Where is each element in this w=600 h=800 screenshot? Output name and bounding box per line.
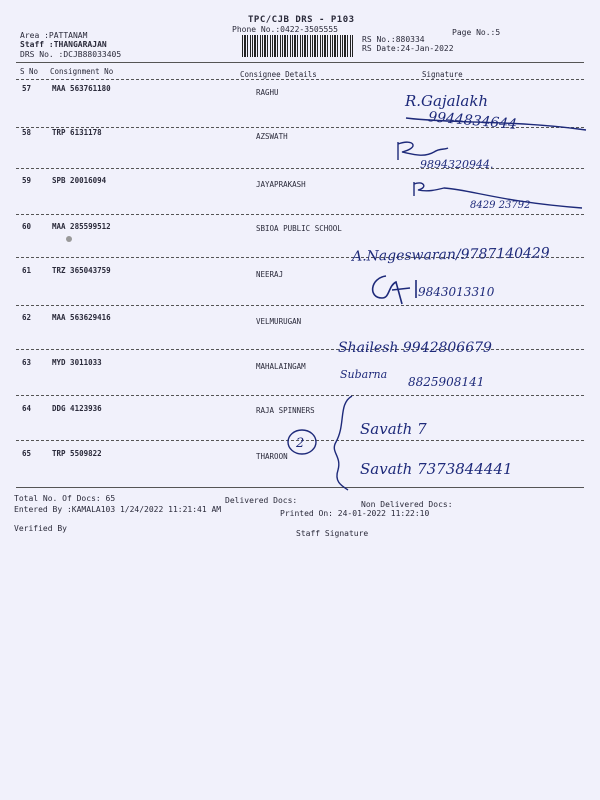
signature-brace [282, 394, 283, 395]
col-consignee: Consignee Details [240, 70, 317, 79]
col-consignment: Consignment No [50, 67, 114, 76]
row-divider [16, 349, 584, 350]
row-sno: 60 [22, 222, 32, 231]
row-sno: 64 [22, 404, 32, 413]
row-consignment: MAA 563761180 [52, 84, 111, 93]
row-consignee: MAHALAINGAM [256, 362, 306, 371]
row-consignment: MAA 563629416 [52, 313, 111, 322]
signature-59-phone: 8429 23792 [470, 200, 531, 211]
row-sno: 61 [22, 266, 32, 275]
circle-mark: 2 [296, 436, 305, 451]
row-consignee: SBIOA PUBLIC SCHOOL [256, 224, 342, 233]
staff-prefix: Staff : [20, 40, 54, 49]
verified-by: Verified By [14, 524, 67, 533]
page-number: Page No.:5 [452, 28, 501, 37]
drs-number: DRS No. :DCJB88033405 [20, 50, 122, 59]
row-divider [16, 395, 584, 396]
column-divider [16, 79, 584, 80]
signature-57-name: R.Gajalakh [405, 92, 489, 110]
row-divider [16, 214, 584, 215]
row-consignment: DDG 4123936 [52, 404, 102, 413]
row-sno: 62 [22, 313, 32, 322]
phone-number: Phone No.:0422-3505555 [232, 25, 338, 34]
row-consignee: RAGHU [256, 88, 279, 97]
signature-57-underline [396, 94, 397, 95]
row-divider [16, 305, 584, 306]
row-sno: 63 [22, 358, 32, 367]
signature-61-scribble [366, 272, 367, 273]
document-title: TPC/CJB DRS - P103 [248, 15, 355, 25]
row-consignee: JAYAPRAKASH [256, 180, 306, 189]
row-sno: 59 [22, 176, 32, 185]
signature-59-scribble [412, 178, 413, 179]
delivered-docs: Delivered Docs: [225, 496, 298, 505]
rs-number: RS No.:880334 [362, 35, 425, 44]
row-consignee: THAROON [256, 452, 288, 461]
area-label: Area :PATTANAM [20, 31, 88, 40]
stray-mark [66, 236, 72, 242]
row-divider [16, 168, 584, 169]
signature-62: Shailesh 9942806679 [338, 340, 492, 356]
row-sno: 65 [22, 449, 32, 458]
signature-63-phone: 8825908141 [408, 375, 485, 389]
signature-58-scribble [394, 138, 395, 139]
row-sno: 58 [22, 128, 32, 137]
row-consignment: TRZ 365043759 [52, 266, 111, 275]
col-sno: S No [20, 67, 39, 76]
row-sno: 57 [22, 84, 32, 93]
total-docs: Total No. Of Docs: 65 [14, 494, 116, 503]
header-divider [16, 62, 584, 63]
row-consignment: TRP 6131178 [52, 128, 102, 137]
row-consignee: NEERAJ [256, 270, 284, 279]
signature-65: Savath 7373844441 [360, 460, 513, 478]
staff-name: THANGARAJAN [53, 40, 107, 49]
signature-61-phone: 9843013310 [418, 285, 495, 299]
staff-label [20, 40, 107, 49]
signature-64: Savath 7 [360, 420, 427, 438]
printed-on: Printed On: 24-01-2022 11:22:10 [280, 509, 430, 518]
row-consignment: SPB 20016094 [52, 176, 107, 185]
row-consignee: VELMURUGAN [256, 317, 302, 326]
row-consignment: TRP 5509822 [52, 449, 102, 458]
signature-60: A.Nageswaran/9787140429 [351, 245, 550, 265]
col-signature: Signature [422, 70, 463, 79]
row-consignment: MYD 3011033 [52, 358, 102, 367]
staff-signature: Staff Signature [296, 529, 369, 538]
row-consignee: RAJA SPINNERS [256, 406, 315, 415]
row-consignee: AZSWATH [256, 132, 288, 141]
signature-57-phone: 9944834644 [427, 109, 518, 133]
signature-63-name: Subarna [340, 368, 388, 381]
non-delivered-docs: Non Delivered Docs: [361, 500, 453, 509]
signature-58-phone: 9894320944. [420, 158, 494, 171]
entered-by: Entered By :KAMALA103 1/24/2022 11:21:41 AM [14, 505, 222, 514]
barcode [242, 35, 354, 57]
table-bottom-rule [16, 487, 584, 488]
rs-date: RS Date:24-Jan-2022 [362, 44, 454, 53]
row-consignment: MAA 285599512 [52, 222, 111, 231]
